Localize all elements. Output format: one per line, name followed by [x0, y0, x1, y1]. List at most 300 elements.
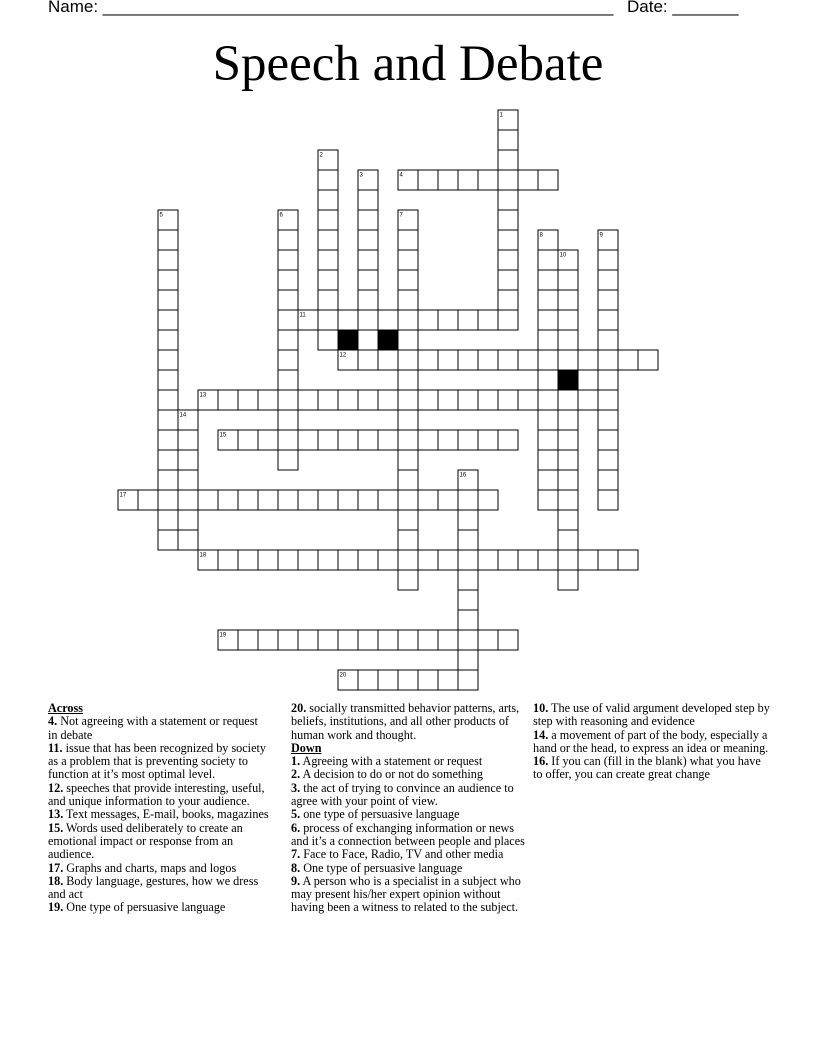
- grid-cell[interactable]: [618, 350, 638, 370]
- grid-cell[interactable]: [538, 330, 558, 350]
- date-field-label[interactable]: Date: _______: [627, 0, 739, 16]
- clue-text: the act of trying to convince an audience to agree with your point of view.: [291, 780, 514, 809]
- across-heading: Across: [48, 701, 83, 715]
- grid-cell[interactable]: [278, 630, 298, 650]
- grid-cell[interactable]: [398, 230, 418, 250]
- grid-cell[interactable]: [538, 290, 558, 310]
- clue-text: Text messages, E-mail, books, magazines: [63, 807, 269, 822]
- grid-cell[interactable]: [278, 450, 298, 470]
- grid-cell[interactable]: [458, 630, 478, 650]
- grid-cell[interactable]: [318, 430, 338, 450]
- grid-cell[interactable]: [478, 430, 498, 450]
- clue-text: Not agreeing with a statement or request in debate: [48, 714, 258, 742]
- grid-cell[interactable]: [518, 350, 538, 370]
- grid-cell[interactable]: [458, 590, 478, 610]
- grid-cell[interactable]: [378, 350, 398, 370]
- grid-cell[interactable]: [478, 170, 498, 190]
- clue-column-1: [48, 702, 270, 915]
- grid-cell[interactable]: [438, 490, 458, 510]
- clue-number-label: 17: [119, 492, 127, 499]
- grid-cell[interactable]: [378, 310, 398, 330]
- grid-cell[interactable]: [478, 390, 498, 410]
- grid-cell[interactable]: [538, 430, 558, 450]
- grid-cell[interactable]: [178, 530, 198, 550]
- grid-cell[interactable]: [498, 290, 518, 310]
- grid-cell[interactable]: [358, 390, 378, 410]
- grid-cell[interactable]: [238, 390, 258, 410]
- grid-cell[interactable]: [318, 330, 338, 350]
- clue-number: 17.: [48, 860, 64, 875]
- grid-cell[interactable]: [598, 330, 618, 350]
- clue-text: A person who is a specialist in a subject who may present his/her expert opinion without having been a witness to related to the subject.: [291, 873, 521, 915]
- grid-cell[interactable]: [538, 490, 558, 510]
- down-clue-list-continued: [533, 702, 773, 782]
- grid-cell[interactable]: [418, 350, 438, 370]
- grid-cell[interactable]: [158, 290, 178, 310]
- grid-cell[interactable]: [398, 490, 418, 510]
- grid-cell[interactable]: [358, 250, 378, 270]
- grid-cell[interactable]: [638, 350, 658, 370]
- grid-cell[interactable]: [498, 350, 518, 370]
- grid-cell[interactable]: [398, 630, 418, 650]
- grid-cell[interactable]: [158, 310, 178, 330]
- grid-cell[interactable]: [458, 170, 478, 190]
- grid-cell[interactable]: [598, 470, 618, 490]
- grid-cell[interactable]: [338, 430, 358, 450]
- grid-cell[interactable]: [258, 430, 278, 450]
- grid-cell[interactable]: [558, 350, 578, 370]
- grid-cell[interactable]: [498, 310, 518, 330]
- grid-cell[interactable]: [378, 390, 398, 410]
- grid-cell[interactable]: [598, 370, 618, 390]
- grid-cell[interactable]: [338, 490, 358, 510]
- grid-cell[interactable]: [338, 390, 358, 410]
- clue-text: Words used deliberately to create an emotional impact or response from an audience.: [48, 820, 243, 862]
- grid-cell[interactable]: [318, 550, 338, 570]
- grid-cell[interactable]: [458, 430, 478, 450]
- grid-cell[interactable]: [258, 630, 278, 650]
- down-clue: [291, 862, 527, 875]
- grid-cell[interactable]: [358, 550, 378, 570]
- grid-cell[interactable]: [598, 290, 618, 310]
- blocked-cell: [338, 330, 358, 350]
- clue-number: 19.: [48, 900, 64, 915]
- grid-cell[interactable]: [398, 250, 418, 270]
- grid-cell[interactable]: [438, 310, 458, 330]
- grid-cell[interactable]: [258, 550, 278, 570]
- grid-cell[interactable]: [558, 310, 578, 330]
- grid-cell[interactable]: [138, 490, 158, 510]
- grid-cell[interactable]: [318, 250, 338, 270]
- grid-cell[interactable]: [158, 510, 178, 530]
- grid-cell[interactable]: [318, 270, 338, 290]
- grid-cell[interactable]: [158, 370, 178, 390]
- grid-cell[interactable]: [238, 430, 258, 450]
- grid-cell[interactable]: [418, 490, 438, 510]
- grid-cell[interactable]: [318, 210, 338, 230]
- clue-text: a movement of part of the body, especially a hand or the head, to express an idea or meaning.: [533, 727, 769, 755]
- across-clue: [48, 875, 270, 902]
- across-clue: [48, 862, 270, 875]
- clue-number: 4.: [48, 714, 58, 729]
- clue-column-3: [533, 702, 773, 782]
- grid-cell[interactable]: [158, 250, 178, 270]
- grid-cell[interactable]: [398, 410, 418, 430]
- grid-cell[interactable]: [478, 490, 498, 510]
- grid-cell[interactable]: [418, 630, 438, 650]
- grid-cell[interactable]: [518, 390, 538, 410]
- grid-cell[interactable]: [558, 430, 578, 450]
- clue-number: 5.: [291, 807, 301, 822]
- down-clue: [291, 755, 527, 768]
- grid-cell[interactable]: [478, 350, 498, 370]
- clue-text: If you can (fill in the blank) what you have to offer, you can create great change: [533, 754, 761, 782]
- grid-cell[interactable]: [598, 550, 618, 570]
- grid-cell[interactable]: [418, 430, 438, 450]
- grid-cell[interactable]: [338, 550, 358, 570]
- grid-cell[interactable]: [278, 250, 298, 270]
- grid-cell[interactable]: [398, 310, 418, 330]
- grid-cell[interactable]: [398, 370, 418, 390]
- grid-cell[interactable]: [298, 490, 318, 510]
- grid-cell[interactable]: [558, 450, 578, 470]
- grid-cell[interactable]: [558, 290, 578, 310]
- grid-cell[interactable]: [278, 310, 298, 330]
- grid-cell[interactable]: [398, 450, 418, 470]
- grid-cell[interactable]: [158, 430, 178, 450]
- across-clue-list: [48, 715, 270, 914]
- grid-cell[interactable]: [618, 550, 638, 570]
- grid-cell[interactable]: [418, 670, 438, 690]
- grid-cell[interactable]: [538, 450, 558, 470]
- clue-number-label: 11: [299, 312, 306, 319]
- grid-cell[interactable]: [298, 550, 318, 570]
- grid-cell[interactable]: [418, 310, 438, 330]
- grid-cell[interactable]: [538, 370, 558, 390]
- grid-cell[interactable]: [358, 670, 378, 690]
- grid-cell[interactable]: [538, 170, 558, 190]
- clue-number-label: 10: [559, 252, 567, 259]
- grid-cell[interactable]: [278, 230, 298, 250]
- grid-cell[interactable]: [458, 670, 478, 690]
- grid-cell[interactable]: [438, 670, 458, 690]
- grid-cell[interactable]: [498, 270, 518, 290]
- grid-cell[interactable]: [458, 550, 478, 570]
- grid-cell[interactable]: [338, 310, 358, 330]
- grid-cell[interactable]: [318, 630, 338, 650]
- grid-cell[interactable]: [358, 310, 378, 330]
- grid-cell[interactable]: [398, 290, 418, 310]
- grid-cell[interactable]: [538, 550, 558, 570]
- grid-cell[interactable]: [498, 390, 518, 410]
- grid-cell[interactable]: [558, 470, 578, 490]
- grid-cell[interactable]: [318, 190, 338, 210]
- grid-cell[interactable]: [158, 330, 178, 350]
- grid-cell[interactable]: [598, 490, 618, 510]
- down-clue: [533, 702, 773, 729]
- clue-number: 16.: [533, 754, 549, 769]
- grid-cell[interactable]: [418, 170, 438, 190]
- grid-cell[interactable]: [558, 510, 578, 530]
- grid-cell[interactable]: [218, 490, 238, 510]
- clue-text: issue that has been recognized by society as a problem that is preventing society to function at it’s most optimal level.: [48, 740, 266, 782]
- grid-cell[interactable]: [598, 390, 618, 410]
- grid-cell[interactable]: [398, 350, 418, 370]
- grid-cell[interactable]: [458, 510, 478, 530]
- clue-text: process of exchanging information or news and it’s a connection between people and places: [291, 820, 525, 848]
- grid-cell[interactable]: [438, 430, 458, 450]
- grid-cell[interactable]: [158, 390, 178, 410]
- grid-cell[interactable]: [278, 370, 298, 390]
- grid-cell[interactable]: [178, 490, 198, 510]
- grid-cell[interactable]: [298, 630, 318, 650]
- grid-cell[interactable]: [438, 550, 458, 570]
- grid-cell[interactable]: [498, 430, 518, 450]
- grid-cell[interactable]: [598, 270, 618, 290]
- grid-cell[interactable]: [498, 230, 518, 250]
- grid-cell[interactable]: [438, 350, 458, 370]
- clue-number-label: 3: [359, 172, 363, 179]
- grid-cell[interactable]: [578, 550, 598, 570]
- grid-cell[interactable]: [278, 350, 298, 370]
- grid-cell[interactable]: [278, 290, 298, 310]
- grid-cell[interactable]: [558, 550, 578, 570]
- grid-cell[interactable]: [158, 490, 178, 510]
- grid-cell[interactable]: [358, 270, 378, 290]
- down-clue: [291, 875, 527, 915]
- grid-cell[interactable]: [478, 310, 498, 330]
- grid-cell[interactable]: [358, 430, 378, 450]
- grid-cell[interactable]: [498, 550, 518, 570]
- grid-cell[interactable]: [318, 310, 338, 330]
- grid-cell[interactable]: [178, 510, 198, 530]
- down-clue: [533, 729, 773, 756]
- down-clue: [291, 822, 527, 849]
- grid-cell[interactable]: [598, 410, 618, 430]
- grid-cell[interactable]: [458, 530, 478, 550]
- grid-cell[interactable]: [598, 350, 618, 370]
- grid-cell[interactable]: [218, 550, 238, 570]
- clue-number: 11.: [48, 740, 63, 755]
- grid-cell[interactable]: [278, 270, 298, 290]
- grid-cell[interactable]: [578, 350, 598, 370]
- grid-cell[interactable]: [398, 390, 418, 410]
- clue-text: One type of persuasive language: [300, 860, 463, 875]
- grid-cell[interactable]: [238, 630, 258, 650]
- clue-number-label: 18: [199, 552, 207, 559]
- grid-cell[interactable]: [278, 550, 298, 570]
- grid-cell[interactable]: [378, 550, 398, 570]
- clue-number: 7.: [291, 847, 301, 862]
- clue-text: socially transmitted behavior patterns, arts, beliefs, institutions, and all other products of human work and thought.: [291, 701, 520, 742]
- grid-cell[interactable]: [378, 430, 398, 450]
- grid-cell[interactable]: [358, 190, 378, 210]
- across-clue-list-continued: [291, 702, 527, 742]
- across-clue: [48, 715, 270, 742]
- grid-cell[interactable]: [478, 550, 498, 570]
- grid-cell[interactable]: [398, 570, 418, 590]
- grid-cell[interactable]: [358, 230, 378, 250]
- grid-cell[interactable]: [318, 390, 338, 410]
- grid-cell[interactable]: [598, 250, 618, 270]
- grid-cell[interactable]: [278, 430, 298, 450]
- clue-text: Body language, gestures, how we dress and act: [48, 873, 259, 902]
- grid-cell[interactable]: [218, 390, 238, 410]
- clue-number: 2.: [291, 767, 301, 782]
- grid-cell[interactable]: [498, 630, 518, 650]
- grid-cell[interactable]: [318, 290, 338, 310]
- grid-cell[interactable]: [358, 630, 378, 650]
- grid-cell[interactable]: [458, 610, 478, 630]
- grid-cell[interactable]: [598, 430, 618, 450]
- grid-cell[interactable]: [238, 550, 258, 570]
- clue-number-label: 1: [499, 112, 503, 119]
- grid-cell[interactable]: [478, 630, 498, 650]
- grid-cell[interactable]: [158, 270, 178, 290]
- clue-number-label: 2: [319, 152, 323, 159]
- grid-cell[interactable]: [178, 430, 198, 450]
- grid-cell[interactable]: [498, 150, 518, 170]
- clue-number: 18.: [48, 873, 64, 888]
- grid-cell[interactable]: [158, 530, 178, 550]
- grid-cell[interactable]: [178, 450, 198, 470]
- clue-text: One type of persuasive language: [63, 900, 226, 915]
- grid-cell[interactable]: [558, 530, 578, 550]
- grid-cell[interactable]: [238, 490, 258, 510]
- across-clue: [48, 742, 270, 782]
- clue-number: 20.: [291, 701, 307, 715]
- clue-number-label: 16: [459, 472, 467, 479]
- grid-cell[interactable]: [558, 270, 578, 290]
- grid-cell[interactable]: [418, 550, 438, 570]
- grid-cell[interactable]: [498, 190, 518, 210]
- grid-cell[interactable]: [318, 170, 338, 190]
- grid-cell[interactable]: [158, 410, 178, 430]
- grid-cell[interactable]: [298, 390, 318, 410]
- grid-cell[interactable]: [498, 130, 518, 150]
- grid-cell[interactable]: [598, 450, 618, 470]
- grid-cell[interactable]: [318, 230, 338, 250]
- blocked-cell: [558, 370, 578, 390]
- down-clue: [291, 848, 527, 861]
- grid-cell[interactable]: [378, 630, 398, 650]
- grid-cell[interactable]: [538, 350, 558, 370]
- grid-cell[interactable]: [278, 390, 298, 410]
- grid-cell[interactable]: [398, 330, 418, 350]
- grid-cell[interactable]: [358, 330, 378, 350]
- grid-cell[interactable]: [558, 570, 578, 590]
- grid-cell[interactable]: [538, 390, 558, 410]
- grid-cell[interactable]: [558, 410, 578, 430]
- grid-cell[interactable]: [458, 650, 478, 670]
- grid-cell[interactable]: [538, 410, 558, 430]
- grid-cell[interactable]: [258, 490, 278, 510]
- grid-cell[interactable]: [458, 390, 478, 410]
- grid-cell[interactable]: [378, 670, 398, 690]
- grid-cell[interactable]: [318, 490, 338, 510]
- grid-cell[interactable]: [438, 390, 458, 410]
- across-clue: [48, 901, 270, 914]
- grid-cell[interactable]: [458, 350, 478, 370]
- grid-cell[interactable]: [158, 450, 178, 470]
- grid-cell[interactable]: [398, 530, 418, 550]
- grid-cell[interactable]: [298, 430, 318, 450]
- grid-cell[interactable]: [158, 230, 178, 250]
- grid-cell[interactable]: [418, 390, 438, 410]
- grid-cell[interactable]: [578, 390, 598, 410]
- grid-cell[interactable]: [398, 430, 418, 450]
- across-clue: [291, 702, 527, 742]
- clue-text: The use of valid argument developed step by step with reasoning and evidence: [533, 701, 770, 729]
- page-title: Speech and Debate: [212, 36, 604, 92]
- clue-text: Agreeing with a statement or request: [300, 754, 483, 769]
- grid-cell[interactable]: [498, 210, 518, 230]
- grid-cell[interactable]: [398, 470, 418, 490]
- grid-cell[interactable]: [278, 330, 298, 350]
- grid-cell[interactable]: [398, 670, 418, 690]
- grid-cell[interactable]: [258, 390, 278, 410]
- clue-text: Graphs and charts, maps and logos: [63, 860, 237, 875]
- grid-cell[interactable]: [278, 490, 298, 510]
- grid-cell[interactable]: [498, 250, 518, 270]
- grid-cell[interactable]: [398, 270, 418, 290]
- grid-cell[interactable]: [158, 350, 178, 370]
- down-heading: Down: [291, 740, 322, 755]
- grid-cell[interactable]: [358, 210, 378, 230]
- clue-text: one type of persuasive language: [300, 807, 460, 822]
- grid-cell[interactable]: [378, 490, 398, 510]
- down-clue: [291, 808, 527, 821]
- across-clue: [48, 822, 270, 862]
- clue-number-label: 14: [179, 412, 187, 419]
- clue-number-label: 9: [599, 232, 603, 239]
- grid-cell[interactable]: [198, 490, 218, 510]
- grid-cell[interactable]: [438, 170, 458, 190]
- clue-number-label: 5: [159, 212, 163, 219]
- grid-cell[interactable]: [398, 510, 418, 530]
- grid-cell[interactable]: [498, 170, 518, 190]
- grid-cell[interactable]: [158, 470, 178, 490]
- clue-number-label: 8: [539, 232, 543, 239]
- grid-cell[interactable]: [458, 490, 478, 510]
- grid-cell[interactable]: [338, 630, 358, 650]
- grid-cell[interactable]: [178, 470, 198, 490]
- grid-cell[interactable]: [538, 250, 558, 270]
- grid-cell[interactable]: [518, 550, 538, 570]
- clue-text: Face to Face, Radio, TV and other media: [300, 847, 504, 862]
- grid-cell[interactable]: [558, 490, 578, 510]
- grid-cell[interactable]: [538, 470, 558, 490]
- grid-cell[interactable]: [358, 350, 378, 370]
- grid-cell[interactable]: [538, 270, 558, 290]
- grid-cell[interactable]: [598, 310, 618, 330]
- down-clue: [291, 768, 527, 781]
- clue-number: 8.: [291, 860, 301, 875]
- grid-cell[interactable]: [438, 630, 458, 650]
- grid-cell[interactable]: [278, 410, 298, 430]
- grid-cell[interactable]: [458, 570, 478, 590]
- grid-cell[interactable]: [558, 390, 578, 410]
- grid-cell[interactable]: [358, 290, 378, 310]
- grid-cell[interactable]: [458, 310, 478, 330]
- grid-cell[interactable]: [358, 490, 378, 510]
- grid-cell[interactable]: [538, 310, 558, 330]
- name-field-label[interactable]: Name: ______________________________________________________: [48, 0, 614, 16]
- grid-cell[interactable]: [518, 170, 538, 190]
- grid-cell[interactable]: [398, 550, 418, 570]
- blocked-cell: [378, 330, 398, 350]
- grid-cell[interactable]: [558, 330, 578, 350]
